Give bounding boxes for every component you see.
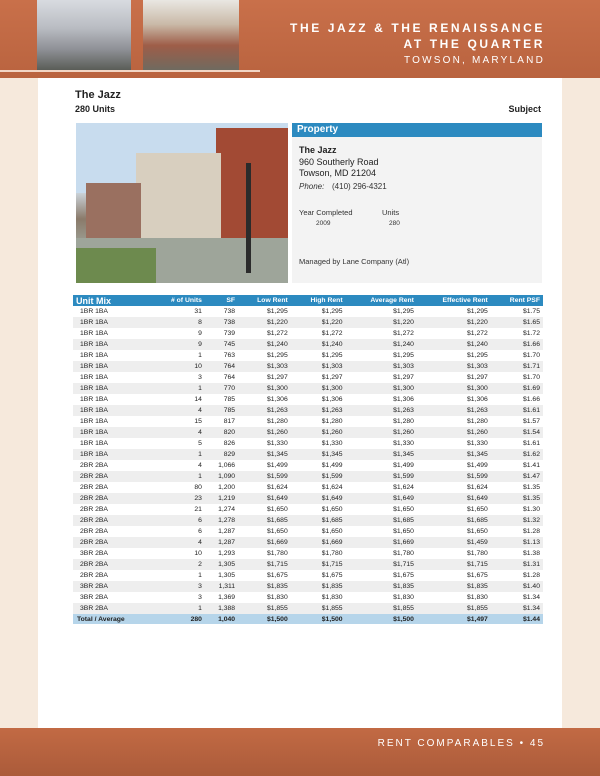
table-cell: $1,220 [417,317,491,328]
table-cell: 1,305 [205,559,238,570]
table-cell: 1,287 [205,537,238,548]
table-cell: $1.61 [491,405,543,416]
table-cell: $1,650 [266,506,288,513]
table-cell: 1,369 [218,594,236,601]
table-row [73,438,543,449]
header-photo-building-1 [37,0,131,70]
table-cell: 1BR 1BA [80,352,108,359]
table-row [73,515,543,526]
table-cell: $1,240 [417,339,491,350]
table-cell: $1,295 [321,352,343,359]
table-cell: $1,649 [291,493,346,504]
table-row [73,449,543,460]
table-cell: $1,303 [238,361,291,372]
table-cell: 817 [223,418,236,425]
table-cell: $1,295 [393,308,414,315]
table-row [73,317,543,328]
table-cell: $1.65 [491,317,543,328]
header-line-3: TOWSON, MARYLAND [404,55,545,66]
total-cell: $1,500 [291,614,346,624]
column-header: # of Units [152,295,205,306]
table-cell: $1,295 [321,308,343,315]
table-cell: $1,624 [393,484,414,491]
table-cell: $1,280 [266,418,288,425]
table-cell: 1BR 1BA [73,317,152,328]
column-header: SF [205,295,238,306]
table-cell: $1,685 [346,515,417,526]
table-cell: $1,459 [417,537,491,548]
table-cell: $1,715 [346,559,417,570]
table-cell: 826 [223,440,236,447]
table-cell: 764 [205,361,238,372]
table-row [73,603,543,614]
table-cell: $1,669 [238,537,291,548]
table-cell: $1,297 [266,374,288,381]
table-cell: 10 [152,361,205,372]
table-cell: $1,715 [417,559,491,570]
table-row [73,416,543,427]
column-header: High Rent [291,295,346,306]
table-cell: $1.34 [522,594,540,601]
table-cell: 8 [152,317,205,328]
table-cell: 2BR 2BA [80,528,108,535]
table-cell: $1,263 [417,405,491,416]
table-cell: $1,345 [417,449,491,460]
total-cell: $1.44 [491,614,543,624]
table-cell: $1.57 [522,418,540,425]
total-cell: Total / Average [73,614,152,624]
table-cell: $1,499 [321,462,343,469]
table-cell: $1,715 [238,559,291,570]
table-cell: $1,330 [266,440,288,447]
table-cell: $1,240 [238,339,291,350]
table-cell: 785 [223,396,236,403]
table-cell: 1BR 1BA [80,396,108,403]
table-cell: $1.75 [522,308,540,315]
table-cell: $1,300 [417,383,491,394]
unit-count: 280 Units [75,104,116,114]
table-cell: 2BR 2BA [80,462,108,469]
property-photo [76,123,288,283]
table-cell: $1,780 [321,550,343,557]
table-cell: $1.61 [522,440,540,447]
table-cell: $1,650 [393,528,414,535]
table-row [73,328,543,339]
table-cell: $1,280 [393,418,414,425]
table-cell: 2BR 2BA [73,493,152,504]
table-cell: 23 [152,493,205,504]
property-name: The Jazz [299,145,337,155]
table-row [73,592,543,603]
total-cell: $1,500 [346,614,417,624]
table-cell: 2BR 2BA [73,515,152,526]
table-row [73,581,543,592]
table-cell: 5 [198,440,202,447]
table-cell: $1,263 [238,405,291,416]
table-cell: $1,240 [291,339,346,350]
table-cell: $1,855 [346,603,417,614]
table-cell: $1,240 [346,339,417,350]
management-note: Managed by Lane Company (Atl) [299,257,410,266]
column-header: Average Rent [346,295,417,306]
table-cell: 1 [152,383,205,394]
phone-value: (410) 296-4321 [332,182,387,191]
column-header: Rent PSF [491,295,543,306]
table-cell: $1,345 [291,449,346,460]
table-cell: $1,835 [417,581,491,592]
table-row [73,471,543,482]
table-cell: $1,669 [346,537,417,548]
table-row [73,350,543,361]
table-cell: $1.66 [522,396,540,403]
table-cell: 829 [205,449,238,460]
table-cell: 3 [152,581,205,592]
table-cell: $1,669 [291,537,346,548]
table-cell: $1,675 [266,572,288,579]
table-cell: 1,200 [218,484,236,491]
table-cell: $1,685 [417,515,491,526]
table-cell: $1,830 [467,594,488,601]
header-line-1: THE JAZZ & THE RENAISSANCE [290,21,545,35]
table-cell: $1,715 [291,559,346,570]
subject-label: Subject [508,104,541,114]
table-cell: 3BR 2BA [80,550,108,557]
table-cell: 6 [152,515,205,526]
table-row [73,361,543,372]
table-cell: $1,260 [238,427,291,438]
table-cell: 1 [198,572,202,579]
table-cell: $1,780 [467,550,488,557]
table-cell: $1.31 [491,559,543,570]
footer-page-label: RENT COMPARABLES • 45 [377,738,545,749]
table-cell: $1,685 [238,515,291,526]
table-cell: 31 [194,308,202,315]
table-cell: 2BR 2BA [80,484,108,491]
table-cell: 3 [198,594,202,601]
table-cell: 1 [152,603,205,614]
table-cell: $1,599 [238,471,291,482]
table-body [73,306,543,624]
table-cell: $1,649 [346,493,417,504]
table-cell: 4 [152,537,205,548]
table-cell: $1,272 [266,330,288,337]
table-cell: 1,066 [218,462,236,469]
table-cell: 1BR 1BA [73,339,152,350]
table-cell: 1,278 [205,515,238,526]
table-cell: $1.41 [522,462,540,469]
table-cell: $1.62 [491,449,543,460]
table-cell: $1.70 [522,352,540,359]
header-divider [0,70,260,72]
table-cell: 1BR 1BA [80,308,108,315]
table-cell: 770 [205,383,238,394]
table-cell: $1,650 [321,506,343,513]
table-cell: $1,306 [266,396,288,403]
table-cell: 2BR 2BA [73,559,152,570]
table-cell: $1,650 [266,528,288,535]
table-cell: $1,855 [417,603,491,614]
table-cell: $1,855 [291,603,346,614]
property-panel [292,123,542,283]
table-cell: $1,260 [291,427,346,438]
table-row [73,504,543,515]
table-row [73,548,543,559]
property-address-line-1: 960 Southerly Road [299,157,379,167]
table-row [73,460,543,471]
table-cell: $1,835 [238,581,291,592]
table-cell: 1BR 1BA [80,330,108,337]
table-cell: 745 [205,339,238,350]
header-photo-building-2 [143,0,239,70]
table-cell: $1,306 [321,396,343,403]
table-row [73,427,543,438]
table-cell: 1,293 [218,550,236,557]
table-cell: $1.70 [522,374,540,381]
table-row [73,570,543,581]
table-cell: 1BR 1BA [73,383,152,394]
table-cell: $1,780 [393,550,414,557]
units-label: Units [382,208,400,217]
table-cell: 1 [152,449,205,460]
table-cell: $1,649 [238,493,291,504]
table-cell: $1,650 [467,506,488,513]
table-cell: $1,649 [417,493,491,504]
table-cell: 1BR 1BA [80,440,108,447]
table-cell: 1,305 [218,572,236,579]
table-cell: 6 [198,528,202,535]
table-cell: 3BR 2BA [80,594,108,601]
table-cell: $1,295 [467,308,488,315]
table-cell: 763 [223,352,236,359]
table-row [73,306,543,317]
table-cell: $1,280 [321,418,343,425]
table-cell: $1,300 [291,383,346,394]
table-cell: 739 [223,330,236,337]
table-cell: 1BR 1BA [73,449,152,460]
table-cell: $1,835 [346,581,417,592]
table-cell: 1,388 [205,603,238,614]
table-cell: 738 [205,317,238,328]
table-row [73,482,543,493]
table-cell: 1,219 [205,493,238,504]
table-row [73,372,543,383]
table-cell: $1,280 [467,418,488,425]
table-cell: 3 [198,374,202,381]
table-cell: $1,220 [238,317,291,328]
table-cell: 1BR 1BA [73,361,152,372]
table-row [73,537,543,548]
column-header: Low Rent [238,295,291,306]
table-cell: 3BR 2BA [73,581,152,592]
table-cell: $1.71 [491,361,543,372]
table-cell: $1,830 [266,594,288,601]
table-cell: $1,306 [467,396,488,403]
table-cell: $1.35 [491,493,543,504]
table-cell: 1BR 1BA [73,405,152,416]
property-heading: Property [292,123,542,137]
table-cell: 820 [205,427,238,438]
header-line-2: AT THE QUARTER [403,37,545,51]
table-cell: 2BR 2BA [80,506,108,513]
total-cell: $1,497 [417,614,491,624]
table-row [73,383,543,394]
table-cell: $1,263 [346,405,417,416]
table-cell: 80 [194,484,202,491]
page-title: The Jazz [75,89,121,101]
table-cell: $1,330 [467,440,488,447]
table-cell: 738 [223,308,236,315]
unit-mix-table [73,295,543,624]
table-cell: $1.72 [522,330,540,337]
table-cell: $1.40 [491,581,543,592]
table-cell: $1,345 [238,449,291,460]
table-cell: $1,272 [321,330,343,337]
phone-label: Phone: [299,182,325,191]
table-cell: $1,300 [238,383,291,394]
table-cell: $1,835 [291,581,346,592]
table-cell: $1,855 [238,603,291,614]
year-completed-label: Year Completed [299,208,353,217]
table-cell: $1,330 [321,440,343,447]
table-cell: $1,306 [393,396,414,403]
table-cell: 1 [152,471,205,482]
table-cell: 21 [194,506,202,513]
table-cell: $1,675 [467,572,488,579]
table-cell: $1.28 [522,572,540,579]
property-address-line-2: Towson, MD 21204 [299,168,377,178]
table-cell: $1,295 [467,352,488,359]
table-cell: $1,599 [346,471,417,482]
table-cell: $1,675 [393,572,414,579]
table-cell: $1.32 [491,515,543,526]
table-cell: $1,345 [346,449,417,460]
column-header: Effective Rent [417,295,491,306]
table-cell: $1,624 [321,484,343,491]
table-cell: 1BR 1BA [80,418,108,425]
table-row [73,339,543,350]
table-row [73,394,543,405]
table-cell: $1.66 [491,339,543,350]
table-cell: $1,685 [291,515,346,526]
table-cell: $1,830 [393,594,414,601]
table-cell: 4 [198,462,202,469]
table-cell: $1.35 [522,484,540,491]
table-cell: $1,263 [291,405,346,416]
table-cell: $1.38 [522,550,540,557]
table-cell: $1.28 [522,528,540,535]
table-cell: $1,272 [467,330,488,337]
table-cell: 764 [223,374,236,381]
table-cell: 1BR 1BA [73,427,152,438]
total-row [73,614,543,624]
total-cell: $1,500 [238,614,291,624]
table-cell: $1,220 [291,317,346,328]
table-cell: 4 [152,405,205,416]
table-cell: $1,295 [266,308,288,315]
table-cell: 1,287 [218,528,236,535]
table-cell: $1.34 [491,603,543,614]
table-cell: 1,274 [218,506,236,513]
table-cell: $1,295 [393,352,414,359]
table-cell: 2BR 2BA [73,471,152,482]
table-row [73,405,543,416]
table-cell: $1.30 [522,506,540,513]
table-cell: $1,260 [346,427,417,438]
table-cell: 2BR 2BA [80,572,108,579]
table-cell: $1,303 [346,361,417,372]
table-cell: 1,090 [205,471,238,482]
footer-band [0,728,600,776]
table-row [73,526,543,537]
table-cell: 1,311 [205,581,238,592]
table-cell: 9 [198,330,202,337]
column-header: Unit Mix [73,295,152,306]
table-cell: $1,599 [417,471,491,482]
table-cell: $1,303 [291,361,346,372]
table-row [73,559,543,570]
table-cell: 15 [194,418,202,425]
table-cell: $1,650 [321,528,343,535]
total-cell: 1,040 [205,614,238,624]
table-cell: 785 [205,405,238,416]
table-cell: $1,780 [266,550,288,557]
table-cell: $1,650 [467,528,488,535]
table-row [73,493,543,504]
table-cell: $1,295 [266,352,288,359]
year-completed-value: 2009 [316,220,331,227]
table-cell: $1,260 [417,427,491,438]
header-title-block [290,20,545,69]
table-cell: $1,297 [393,374,414,381]
table-cell: $1,499 [266,462,288,469]
table-cell: 10 [194,550,202,557]
total-cell: 280 [152,614,205,624]
table-cell: $1,650 [393,506,414,513]
table-cell: 3BR 2BA [73,603,152,614]
table-cell: $1,599 [291,471,346,482]
units-value: 280 [389,220,400,227]
table-cell: $1,272 [393,330,414,337]
table-cell: 1BR 1BA [80,374,108,381]
table-cell: $1,297 [467,374,488,381]
table-cell: 2 [152,559,205,570]
table-cell: $1,624 [266,484,288,491]
table-cell: $1,830 [321,594,343,601]
table-cell: 2BR 2BA [73,537,152,548]
table-cell: $1,300 [346,383,417,394]
table-cell: $1,220 [346,317,417,328]
table-cell: $1,624 [467,484,488,491]
table-header-row [73,295,543,306]
table-cell: $1,297 [321,374,343,381]
table-cell: $1,499 [467,462,488,469]
table-cell: $1.54 [491,427,543,438]
table-cell: 4 [152,427,205,438]
table-cell: $1.13 [491,537,543,548]
table-cell: 14 [194,396,202,403]
table-cell: $1,499 [393,462,414,469]
table-cell: $1.69 [491,383,543,394]
table-cell: 1 [198,352,202,359]
table-cell: $1,675 [321,572,343,579]
table-cell: $1.47 [491,471,543,482]
table-cell: 9 [152,339,205,350]
table-cell: $1,330 [393,440,414,447]
table-cell: $1,303 [417,361,491,372]
